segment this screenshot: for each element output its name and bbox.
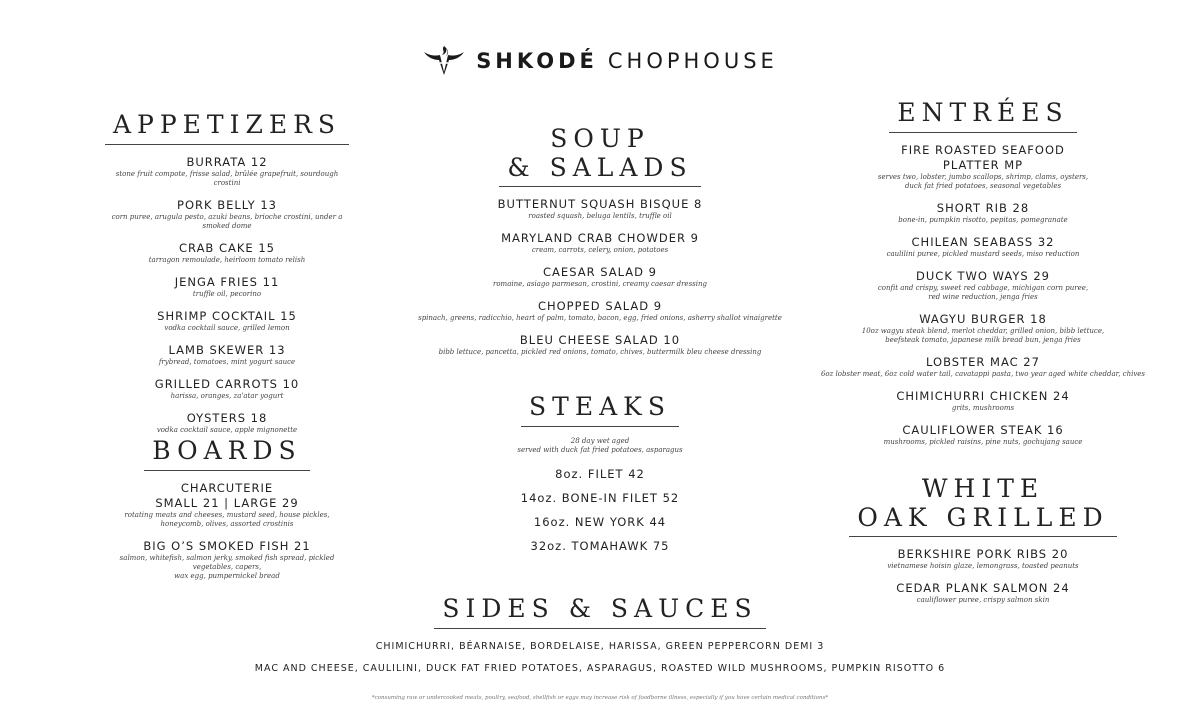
item-name: CEDAR PLANK SALMON 24	[896, 581, 1070, 595]
item-description: romaine, asiago parmesan, crostini, creamy caesar dressing	[493, 280, 707, 288]
soups-salads-section	[400, 124, 800, 367]
item-description: honeycomb, olives, assorted crostinis	[160, 520, 294, 528]
item-description: frybread, tomatoes, mint yogurt sauce	[158, 358, 296, 366]
item-description: spinach, greens, radicchio, heart of palm, tomato, bacon, egg, fried onions, asherry shallot vinaigrette	[418, 314, 782, 322]
item-description: vodka cocktail sauce, apple mignonette	[156, 426, 298, 434]
item-description: corn puree, arugula pesto, azuki beans, brioche crostini, under a smoked dome	[111, 213, 343, 230]
item-description: truffle oil, pecorino	[192, 290, 262, 298]
list-item: 32oz. TOMAHAWK 75	[530, 539, 670, 553]
steaks-note-line: served with duck fat fried potatoes, asparagus	[517, 446, 683, 454]
list-item	[400, 265, 800, 289]
soups-salads-title	[499, 124, 700, 187]
list-item: 14oz. BONE-IN FILET 52	[520, 491, 680, 505]
list-item	[102, 155, 352, 188]
steaks-section	[400, 392, 800, 563]
item-name: CHIMICHURRI CHICKEN 24	[896, 389, 1070, 403]
item-description: harissa, oranges, za'atar yogurt	[170, 392, 284, 400]
list-item	[818, 143, 1148, 191]
item-description: confit and crispy, sweet red cabbage, michigan corn puree,	[877, 284, 1089, 292]
item-description: cream, carrots, celery, onion, potatoes	[531, 246, 669, 254]
title-line: SOUP	[550, 124, 650, 153]
item-name: WAGYU BURGER 18	[919, 312, 1047, 326]
boards-title: BOARDS	[144, 436, 309, 471]
list-item	[102, 198, 352, 231]
appetizers-section	[102, 110, 352, 445]
item-price: SMALL 21 | LARGE 29	[155, 496, 299, 510]
appetizers-title: APPETIZERS	[105, 110, 349, 145]
item-name: PLATTER MP	[942, 158, 1024, 172]
list-item	[400, 197, 800, 221]
entrees-section	[818, 98, 1148, 457]
white-oak-grilled-title	[849, 474, 1116, 537]
list-item	[102, 241, 352, 265]
item-name: FIRE ROASTED SEAFOOD	[901, 143, 1065, 157]
appetizers-list	[102, 155, 352, 435]
item-name: DUCK TWO WAYS 29	[916, 269, 1050, 283]
item-description: bibb lettuce, pancetta, pickled red onions, tomato, chives, buttermilk bleu cheese dressing	[438, 348, 762, 356]
title-line: OAK GRILLED	[857, 503, 1109, 532]
item-name: BLEU CHEESE SALAD 10	[519, 333, 681, 347]
item-name: CAESAR SALAD 9	[543, 265, 657, 279]
item-description: red wine reduction, jenga fries	[928, 293, 1038, 301]
item-name: BURRATA 12	[186, 155, 268, 169]
item-name: CHOPPED SALAD 9	[537, 299, 663, 313]
list-item	[400, 299, 800, 323]
item-name: PORK BELLY 13	[177, 198, 277, 212]
item-name: CAULIFLOWER STEAK 16	[902, 423, 1064, 437]
list-item	[102, 275, 352, 299]
list-item	[102, 411, 352, 435]
item-name: GRILLED CARROTS 10	[154, 377, 300, 391]
title-line: & SALADS	[507, 153, 693, 182]
list-item	[818, 423, 1148, 447]
boards-section	[102, 436, 352, 591]
restaurant-logo	[0, 44, 1200, 78]
title-line: WHITE	[921, 474, 1045, 503]
item-description: 6oz lobster meat, 6oz cold water tail, cavatappi pasta, two year aged white cheddar, chives	[820, 370, 1146, 378]
list-item: 8oz. FILET 42	[555, 467, 645, 481]
list-item	[400, 333, 800, 357]
item-description: vietnamese hoisin glaze, lemongrass, toasted peanuts	[887, 562, 1079, 570]
item-name: CHARCUTERIE	[180, 481, 274, 495]
item-name: OYSTERS 18	[186, 411, 268, 425]
item-name: MARYLAND CRAB CHOWDER 9	[501, 231, 699, 245]
item-name: BIG O’S SMOKED FISH 21	[143, 539, 311, 553]
item-description: caulilini puree, pickled mustard seeds, miso reduction	[886, 250, 1080, 258]
sauces-line: CHIMICHURRI, BÉARNAISE, BORDELAISE, HARISSA, GREEN PEPPERCORN DEMI 3	[375, 641, 825, 652]
item-description: cauliflower puree, crispy salmon skin	[916, 596, 1050, 604]
item-description: tarragon remoulade, heirloom tomato relish	[148, 256, 306, 264]
list-item	[400, 231, 800, 255]
consumer-advisory-footnote: *consuming raw or undercooked meats, poultry, seafood, shellfish or eggs may increase risk of foodborne illness, especially if you have certain medical conditions*	[371, 695, 829, 701]
item-description: duck fat fried potatoes, seasonal vegetables	[904, 182, 1062, 190]
item-name: LAMB SKEWER 13	[168, 343, 286, 357]
item-name: BUTTERNUT SQUASH BISQUE 8	[497, 197, 703, 211]
item-description: rotating meats and cheeses, mustard seed, house pickles,	[124, 511, 330, 519]
list-item: 16oz. NEW YORK 44	[533, 515, 667, 529]
item-description: beefsteak tomato, japanese milk bread bun, jenga fries	[885, 336, 1081, 344]
list-item	[818, 312, 1148, 345]
item-description: mushrooms, pickled raisins, pine nuts, gochujang sauce	[883, 438, 1083, 446]
item-name: LOBSTER MAC 27	[926, 355, 1040, 369]
item-description: bone-in, pumpkin risotto, pepitas, pomegranate	[898, 216, 1068, 224]
list-item	[818, 269, 1148, 302]
item-description: salmon, whitefish, salmon jerky, smoked fish spread, pickled vegetables, capers,	[119, 554, 335, 571]
list-item	[102, 309, 352, 333]
bull-flame-icon	[422, 44, 466, 78]
steaks-title: STEAKS	[521, 392, 679, 427]
item-description: serves two, lobster, jumbo scallops, shrimp, clams, oysters,	[877, 173, 1089, 181]
steaks-note	[400, 437, 800, 455]
entrees-title: ENTRÉES	[889, 98, 1076, 133]
list-item	[818, 389, 1148, 413]
item-name: CRAB CAKE 15	[179, 241, 275, 255]
list-item	[818, 547, 1148, 571]
brand-subtitle: CHOPHOUSE	[607, 49, 778, 73]
sides-sauces-title: SIDES & SAUCES	[434, 594, 765, 629]
item-name: SHORT RIB 28	[936, 201, 1030, 215]
list-item	[818, 201, 1148, 225]
list-item	[102, 481, 352, 529]
list-item	[818, 235, 1148, 259]
list-item	[102, 377, 352, 401]
item-description: stone fruit compote, frisse salad, brûlée grapefruit, sourdough crostini	[115, 170, 339, 187]
item-name: SHRIMP COCKTAIL 15	[157, 309, 297, 323]
sides-sauces-section	[0, 594, 1200, 685]
item-description: vodka cocktail sauce, grilled lemon	[164, 324, 290, 332]
item-description: grits, mushrooms	[951, 404, 1015, 412]
item-description: wax egg, pumpernickel bread	[174, 572, 280, 580]
list-item	[102, 343, 352, 367]
steaks-note-line: 28 day wet aged	[570, 437, 630, 445]
item-description: roasted squash, beluga lentils, truffle oil	[528, 212, 672, 220]
list-item	[818, 355, 1148, 379]
list-item	[102, 539, 352, 581]
brand-name: SHKODÉ	[476, 49, 598, 73]
sides-line: MAC AND CHEESE, CAULILINI, DUCK FAT FRIED POTATOES, ASPARAGUS, ROASTED WILD MUSHROOMS, PUMPKIN RISOTTO 6	[254, 663, 946, 674]
item-name: JENGA FRIES 11	[174, 275, 280, 289]
item-name: BERKSHIRE PORK RIBS 20	[897, 547, 1069, 561]
item-name: CHILEAN SEABASS 32	[911, 235, 1055, 249]
item-description: 10oz wagyu steak blend, merlot cheddar, grilled onion, bibb lettuce,	[861, 327, 1105, 335]
